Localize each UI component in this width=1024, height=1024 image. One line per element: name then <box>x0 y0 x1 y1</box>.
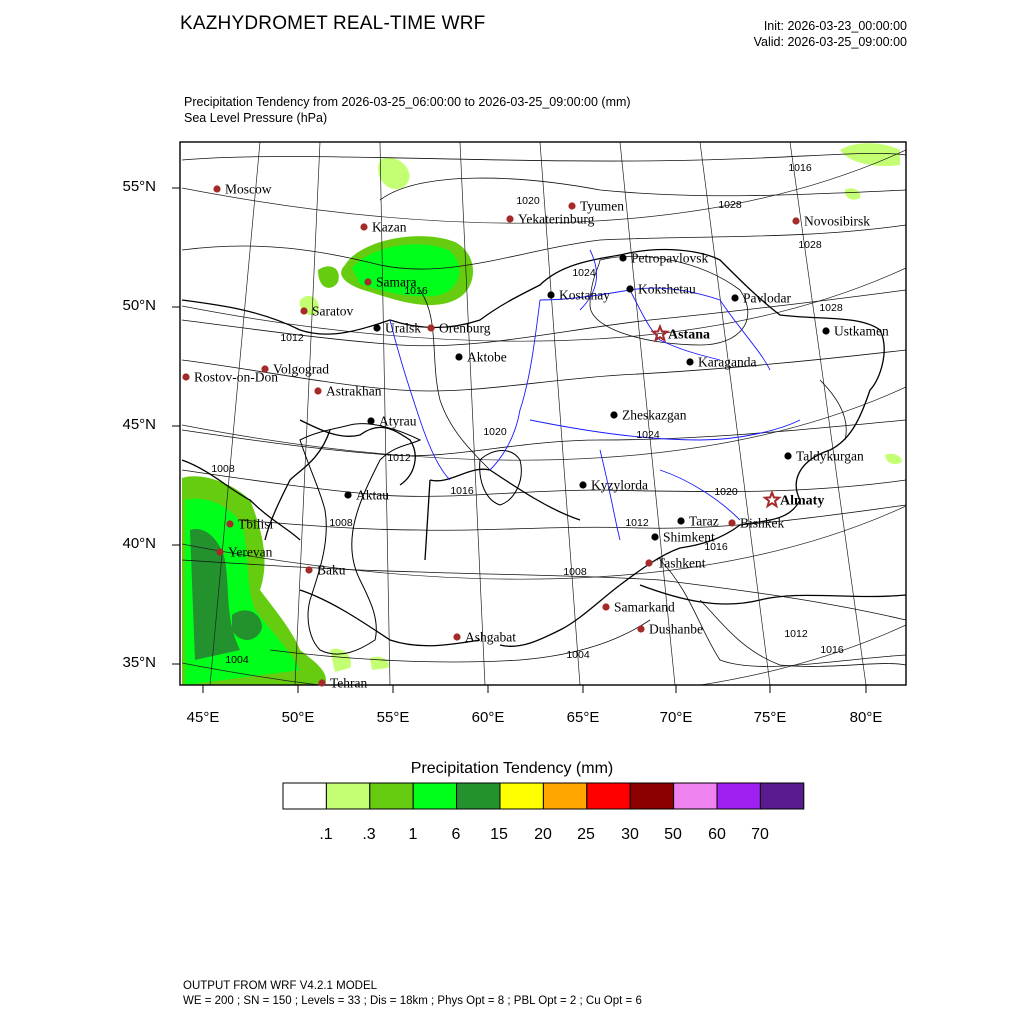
city-label: Aktau <box>356 487 389 503</box>
city-label: Tbilisi <box>238 516 274 532</box>
city-dot-icon <box>367 417 374 424</box>
city-label: Kostanay <box>559 287 610 303</box>
city-label: Kokshetau <box>638 281 696 297</box>
city-marker <box>547 288 610 303</box>
city-star-icon <box>765 493 779 507</box>
city-label: Karaganda <box>698 354 757 370</box>
city-label: Astana <box>668 327 711 343</box>
lat-label: 45°N <box>122 416 156 433</box>
subtitle-pressure: Sea Level Pressure (hPa) <box>184 111 328 125</box>
city-label: Ashgabat <box>465 629 516 645</box>
city-label: Novosibirsk <box>804 213 871 229</box>
city-label: Kyzylorda <box>591 477 648 493</box>
city-dot-icon <box>373 324 380 331</box>
colorbar-swatch <box>326 783 369 809</box>
city-marker <box>653 327 710 343</box>
isobar-label: 1012 <box>280 332 304 344</box>
city-marker <box>686 355 756 370</box>
isobar-label: 1020 <box>516 195 540 207</box>
city-label: Tashkent <box>657 555 706 571</box>
city-dot-icon <box>216 548 223 555</box>
city-marker <box>822 324 889 339</box>
city-label: Yerevan <box>228 544 273 560</box>
isobar-label: 1012 <box>387 452 411 464</box>
lon-label: 80°E <box>849 709 883 726</box>
isobar-label: 1028 <box>798 239 822 251</box>
isobar-label: 1028 <box>819 302 843 314</box>
colorbar-label: 6 <box>451 826 461 843</box>
lat-label: 35°N <box>122 654 156 671</box>
city-label: Dushanbe <box>649 621 703 637</box>
lon-label: 50°E <box>281 709 315 726</box>
city-marker <box>182 370 278 385</box>
isobar-labels <box>211 162 844 666</box>
chart-title: KAZHYDROMET REAL-TIME WRF <box>180 13 486 34</box>
city-label: Atyrau <box>379 413 417 429</box>
city-marker <box>506 212 594 227</box>
city-label: Taraz <box>689 513 719 529</box>
isobar-label: 1016 <box>704 541 728 553</box>
city-dot-icon <box>579 481 586 488</box>
city-label: Saratov <box>312 303 354 319</box>
isobar-label: 1028 <box>718 199 742 211</box>
model-settings: WE = 200 ; SN = 150 ; Levels = 33 ; Dis = 18km ; Phys Opt = 8 ; PBL Opt = 2 ; Cu Opt = 6 <box>183 995 642 1007</box>
city-dot-icon <box>677 517 684 524</box>
isobar-label: 1012 <box>784 628 808 640</box>
colorbar-label: 25 <box>577 826 595 843</box>
lon-label: 65°E <box>566 709 600 726</box>
subtitle-precipitation: Precipitation Tendency from 2026-03-25_06:00:00 to 2026-03-25_09:00:00 (mm) <box>184 95 631 109</box>
city-dot-icon <box>314 387 321 394</box>
city-label: Uralsk <box>385 320 421 336</box>
lon-label: 70°E <box>659 709 693 726</box>
city-label: Bishkek <box>740 515 785 531</box>
lat-label: 40°N <box>122 535 156 552</box>
colorbar-swatch <box>457 783 500 809</box>
city-dot-icon <box>568 202 575 209</box>
city-dot-icon <box>318 679 325 686</box>
city-marker <box>360 220 406 235</box>
city-dot-icon <box>300 307 307 314</box>
colorbar <box>283 783 804 809</box>
city-label: Kazan <box>372 219 407 235</box>
isobar-label: 1008 <box>563 566 587 578</box>
city-label: Zheskazgan <box>622 407 687 423</box>
isobar-label: 1004 <box>225 654 249 666</box>
city-marker <box>602 600 675 615</box>
city-dot-icon <box>728 519 735 526</box>
isobar-label: 1016 <box>404 285 428 297</box>
city-marker <box>784 449 864 464</box>
city-label: Shimkent <box>663 529 715 545</box>
isobar-label: 1004 <box>566 649 590 661</box>
isobar-label: 1016 <box>820 644 844 656</box>
city-dot-icon <box>610 411 617 418</box>
city-marker <box>619 251 708 266</box>
city-marker <box>645 556 705 571</box>
city-marker <box>731 291 791 306</box>
city-marker <box>455 350 506 365</box>
model-info: OUTPUT FROM WRF V4.2.1 MODEL <box>183 980 378 992</box>
city-label: Petropavlovsk <box>631 250 709 266</box>
city-dot-icon <box>364 278 371 285</box>
city-dot-icon <box>506 215 513 222</box>
colorbar-swatch <box>674 783 717 809</box>
city-marker <box>651 530 715 545</box>
isobar-label: 1020 <box>714 486 738 498</box>
city-dot-icon <box>822 327 829 334</box>
city-label: Samara <box>376 274 417 290</box>
city-label: Samarkand <box>614 599 675 615</box>
isobar-label: 1008 <box>211 463 235 475</box>
lat-label: 55°N <box>122 178 156 195</box>
lon-label: 55°E <box>376 709 410 726</box>
isobar-label: 1024 <box>636 429 660 441</box>
city-label: Volgograd <box>273 361 329 377</box>
city-dot-icon <box>731 294 738 301</box>
city-dot-icon <box>784 452 791 459</box>
city-dot-icon <box>455 353 462 360</box>
city-dot-icon <box>619 254 626 261</box>
city-dot-icon <box>645 559 652 566</box>
lon-label: 60°E <box>471 709 505 726</box>
colorbar-swatch <box>413 783 456 809</box>
init-time: Init: 2026-03-23_00:00:00 <box>763 19 907 33</box>
isobar-label: 1016 <box>450 485 474 497</box>
city-marker <box>792 214 870 229</box>
colorbar-label: 15 <box>490 826 508 843</box>
colorbar-label: 1 <box>408 826 418 843</box>
city-label: Aktobe <box>467 349 507 365</box>
isobar-label: 1016 <box>788 162 812 174</box>
isobar-label: 1020 <box>483 426 507 438</box>
city-marker <box>367 414 416 429</box>
city-label: Yekaterinburg <box>518 211 595 227</box>
city-label: Moscow <box>225 181 272 197</box>
city-label: Ustkamen <box>834 323 889 339</box>
colorbar-swatch <box>543 783 586 809</box>
city-label: Tehran <box>330 675 368 691</box>
colorbar-swatch <box>370 783 413 809</box>
isobars <box>182 153 906 666</box>
colorbar-swatch <box>283 783 326 809</box>
isobar-label: 1024 <box>572 267 596 279</box>
city-marker <box>314 384 381 399</box>
city-dot-icon <box>637 625 644 632</box>
city-marker <box>610 408 686 423</box>
city-marker <box>213 182 271 197</box>
city-dot-icon <box>226 520 233 527</box>
colorbar-label: 20 <box>534 826 552 843</box>
colorbar-label: 60 <box>708 826 726 843</box>
city-marker <box>765 493 824 509</box>
colorbar-swatch <box>760 783 803 809</box>
city-dot-icon <box>651 533 658 540</box>
city-markers <box>182 182 889 691</box>
city-dot-icon <box>305 566 312 573</box>
lat-label: 50°N <box>122 297 156 314</box>
colorbar-swatch <box>587 783 630 809</box>
city-label: Tyumen <box>580 198 625 214</box>
city-marker <box>677 514 718 529</box>
lon-label: 45°E <box>186 709 220 726</box>
colorbar-title: Precipitation Tendency (mm) <box>410 760 614 777</box>
colorbar-label: 50 <box>664 826 682 843</box>
city-marker <box>728 516 784 531</box>
city-label: Orenburg <box>439 320 491 336</box>
colorbar-label: 30 <box>621 826 639 843</box>
city-marker <box>637 622 703 637</box>
city-label: Taldykurgan <box>796 448 864 464</box>
city-dot-icon <box>213 185 220 192</box>
colorbar-swatch <box>717 783 760 809</box>
city-dot-icon <box>427 324 434 331</box>
city-label: Baku <box>317 562 346 578</box>
city-dot-icon <box>602 603 609 610</box>
city-dot-icon <box>344 491 351 498</box>
colorbar-swatch <box>630 783 673 809</box>
colorbar-label: 70 <box>751 826 769 843</box>
city-dot-icon <box>453 633 460 640</box>
colorbar-label: .1 <box>319 826 333 843</box>
isobar-label: 1008 <box>329 517 353 529</box>
city-dot-icon <box>626 285 633 292</box>
city-label: Rostov-on-Don <box>194 369 278 385</box>
city-dot-icon <box>547 291 554 298</box>
isobar-label: 1012 <box>625 517 649 529</box>
city-marker <box>344 488 389 503</box>
valid-time: Valid: 2026-03-25_09:00:00 <box>753 35 907 49</box>
city-dot-icon <box>360 223 367 230</box>
city-label: Almaty <box>780 493 825 509</box>
city-dot-icon <box>792 217 799 224</box>
city-label: Astrakhan <box>326 383 382 399</box>
colorbar-label: .3 <box>362 826 376 843</box>
colorbar-swatch <box>500 783 543 809</box>
city-dot-icon <box>686 358 693 365</box>
lon-label: 75°E <box>753 709 787 726</box>
city-label: Pavlodar <box>743 290 791 306</box>
city-dot-icon <box>182 373 189 380</box>
